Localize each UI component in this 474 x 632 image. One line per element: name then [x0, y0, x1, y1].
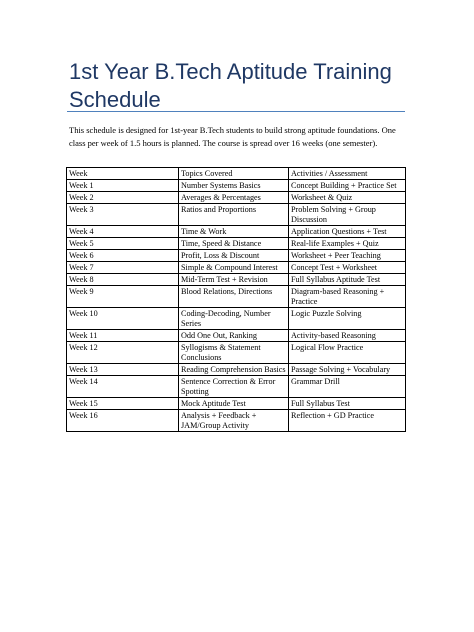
cell-week: Week 2 [67, 192, 179, 204]
cell-activity: Reflection + GD Practice [289, 410, 406, 432]
table-row [67, 192, 406, 204]
table-row [67, 180, 406, 192]
table-row [67, 364, 406, 376]
cell-week: Week 11 [67, 330, 179, 342]
cell-topic: Number Systems Basics [179, 180, 289, 192]
cell-activity: Full Syllabus Aptitude Test [289, 274, 406, 286]
cell-activity: Logic Puzzle Solving [289, 308, 406, 330]
cell-activity: Concept Building + Practice Set [289, 180, 406, 192]
cell-week: Week 9 [67, 286, 179, 308]
table-header-row [67, 168, 406, 180]
cell-week: Week 14 [67, 376, 179, 398]
cell-activity: Diagram-based Reasoning + Practice [289, 286, 406, 308]
schedule-table [66, 167, 406, 432]
cell-activity: Activity-based Reasoning [289, 330, 406, 342]
cell-week: Week 7 [67, 262, 179, 274]
table-row [67, 286, 406, 308]
cell-activity: Real-life Examples + Quiz [289, 238, 406, 250]
cell-topic: Sentence Correction & Error Spotting [179, 376, 289, 398]
cell-topic: Profit, Loss & Discount [179, 250, 289, 262]
intro-paragraph: This schedule is designed for 1st-year B.Tech students to build strong aptitude foundations. One class per week of 1.5 hours is planned. The course is spread over 16 weeks (one semester). [69, 125, 396, 148]
table-row [67, 274, 406, 286]
table-row [67, 226, 406, 238]
cell-week: Week 13 [67, 364, 179, 376]
table-row [67, 308, 406, 330]
table-row [67, 410, 406, 432]
cell-week: Week 3 [67, 204, 179, 226]
cell-topic: Mock Aptitude Test [179, 398, 289, 410]
cell-week: Week 1 [67, 180, 179, 192]
cell-week: Week 12 [67, 342, 179, 364]
table-row [67, 262, 406, 274]
cell-week: Week 15 [67, 398, 179, 410]
document-title: 1st Year B.Tech Aptitude Training Schedule [69, 59, 392, 112]
table-row [67, 398, 406, 410]
cell-topic: Time, Speed & Distance [179, 238, 289, 250]
table-row [67, 204, 406, 226]
cell-topic: Analysis + Feedback + JAM/Group Activity [179, 410, 289, 432]
cell-week: Week 10 [67, 308, 179, 330]
table-row [67, 250, 406, 262]
header-activities: Activities / Assessment [289, 168, 406, 180]
cell-topic: Syllogisms & Statement Conclusions [179, 342, 289, 364]
cell-week: Week 8 [67, 274, 179, 286]
table-row [67, 330, 406, 342]
cell-topic: Blood Relations, Directions [179, 286, 289, 308]
header-topics: Topics Covered [179, 168, 289, 180]
cell-topic: Mid-Term Test + Revision [179, 274, 289, 286]
cell-activity: Worksheet & Quiz [289, 192, 406, 204]
cell-topic: Ratios and Proportions [179, 204, 289, 226]
cell-week: Week 5 [67, 238, 179, 250]
cell-activity: Problem Solving + Group Discussion [289, 204, 406, 226]
cell-topic: Averages & Percentages [179, 192, 289, 204]
cell-activity: Logical Flow Practice [289, 342, 406, 364]
cell-week: Week 6 [67, 250, 179, 262]
table-row [67, 342, 406, 364]
title-underline [67, 111, 405, 112]
cell-activity: Application Questions + Test [289, 226, 406, 238]
cell-topic: Odd One Out, Ranking [179, 330, 289, 342]
table-row [67, 376, 406, 398]
table-body [67, 180, 406, 432]
cell-activity: Passage Solving + Vocabulary [289, 364, 406, 376]
cell-activity: Grammar Drill [289, 376, 406, 398]
cell-topic: Coding-Decoding, Number Series [179, 308, 289, 330]
cell-week: Week 4 [67, 226, 179, 238]
cell-topic: Reading Comprehension Basics [179, 364, 289, 376]
cell-activity: Worksheet + Peer Teaching [289, 250, 406, 262]
cell-topic: Simple & Compound Interest [179, 262, 289, 274]
cell-activity: Concept Test + Worksheet [289, 262, 406, 274]
cell-topic: Time & Work [179, 226, 289, 238]
header-week: Week [67, 168, 179, 180]
table-row [67, 238, 406, 250]
cell-activity: Full Syllabus Test [289, 398, 406, 410]
cell-week: Week 16 [67, 410, 179, 432]
